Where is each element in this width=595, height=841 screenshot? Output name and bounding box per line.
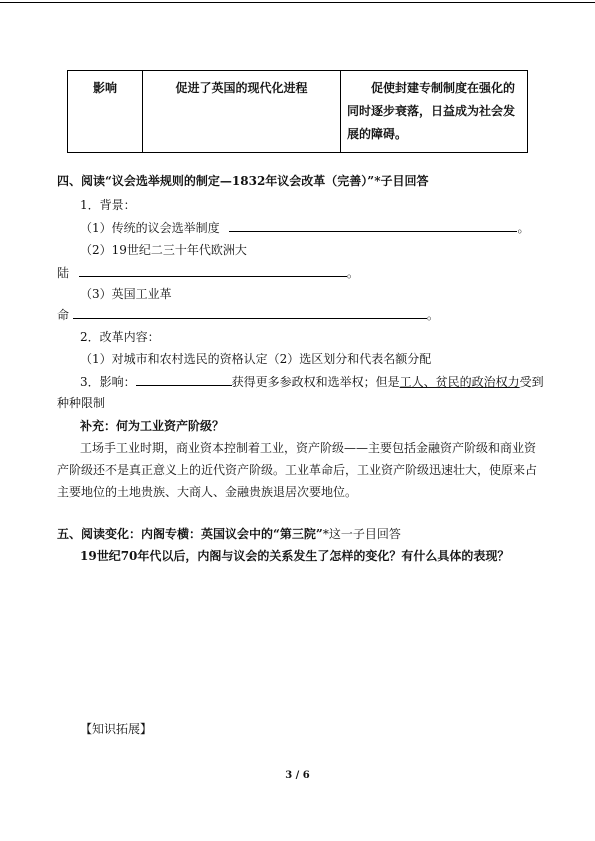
item3-label: 3．影响： (80, 375, 136, 389)
knowledge-extension: 【知识拓展】 (80, 722, 153, 736)
top-border-rule (0, 2, 595, 3)
section5-heading (57, 526, 401, 542)
table-cell-feudal: 促使封建专制制度在强化的同时逐步衰落，日益成为社会发展的障碍。 (341, 71, 528, 153)
table-cell-britain: 促进了英国的现代化进程 (143, 71, 341, 153)
item3-underlined: 工人、贫民的政治权力 (399, 375, 520, 389)
period: 。 (517, 221, 530, 235)
item1-2-text: （2）19世纪二三十年代欧洲大 (80, 243, 247, 257)
supplement-line-2: 产阶级还不是真正意义上的近代资产阶级。工业革命后，工业资产阶级迅速壮大，使原来占 (57, 463, 538, 477)
item1-background: 1．背景： (80, 198, 136, 212)
answer-blank[interactable] (79, 264, 347, 277)
table-row (68, 71, 528, 153)
item1-3-text: （3）英国工业革 (80, 287, 172, 301)
section5-heading-tail: *这一子目回答 (322, 527, 401, 541)
answer-blank[interactable] (73, 306, 427, 319)
answer-blank[interactable] (136, 373, 232, 386)
section4-heading: 四、阅读“议会选举规则的制定—1832年议会改革（完善）”*子目回答 (57, 174, 429, 188)
item1-3-cont-text: 命 (57, 308, 70, 322)
page-number: 3 / 6 (285, 770, 310, 781)
item2-1-text: （1）对城市和农村选民的资格认定（2）选区划分和代表名额分配 (80, 352, 432, 366)
item1-1-line (80, 219, 529, 236)
supplement-heading: 补充：何为工业资产阶级？ (80, 419, 225, 433)
item1-2-cont-line (57, 264, 359, 281)
item1-3-cont-line (57, 306, 439, 323)
item3-tail: 受到 (519, 375, 544, 389)
item2-reform-content: 2．改革内容： (80, 330, 160, 344)
item1-1-text: （1）传统的议会选举制度 (80, 221, 220, 235)
item3-line (80, 373, 544, 390)
item3-mid: 获得更多参政权和选举权；但是 (231, 375, 400, 389)
supplement-line-1: 工场手工业时期，商业资本控制着工业，资产阶级——主要包括金融资产阶级和商业资 (80, 441, 537, 455)
influence-table (67, 70, 528, 153)
supplement-line-3: 主要地位的土地贵族、大商人、金融贵族退居次要地位。 (57, 485, 358, 499)
answer-blank[interactable] (229, 219, 517, 232)
item1-2-cont-text: 陆 (57, 266, 70, 280)
item3-cont: 种种限制 (57, 396, 106, 410)
period: 。 (426, 308, 439, 322)
section5-heading-bold: 五、阅读变化：内阁专横：英国议会中的“第三院” (57, 527, 323, 541)
period: 。 (346, 266, 359, 280)
section5-question: 19世纪70年代以后，内阁与议会的关系发生了怎样的变化？有什么具体的表现？ (80, 549, 510, 563)
table-cell-label: 影响 (68, 71, 143, 153)
